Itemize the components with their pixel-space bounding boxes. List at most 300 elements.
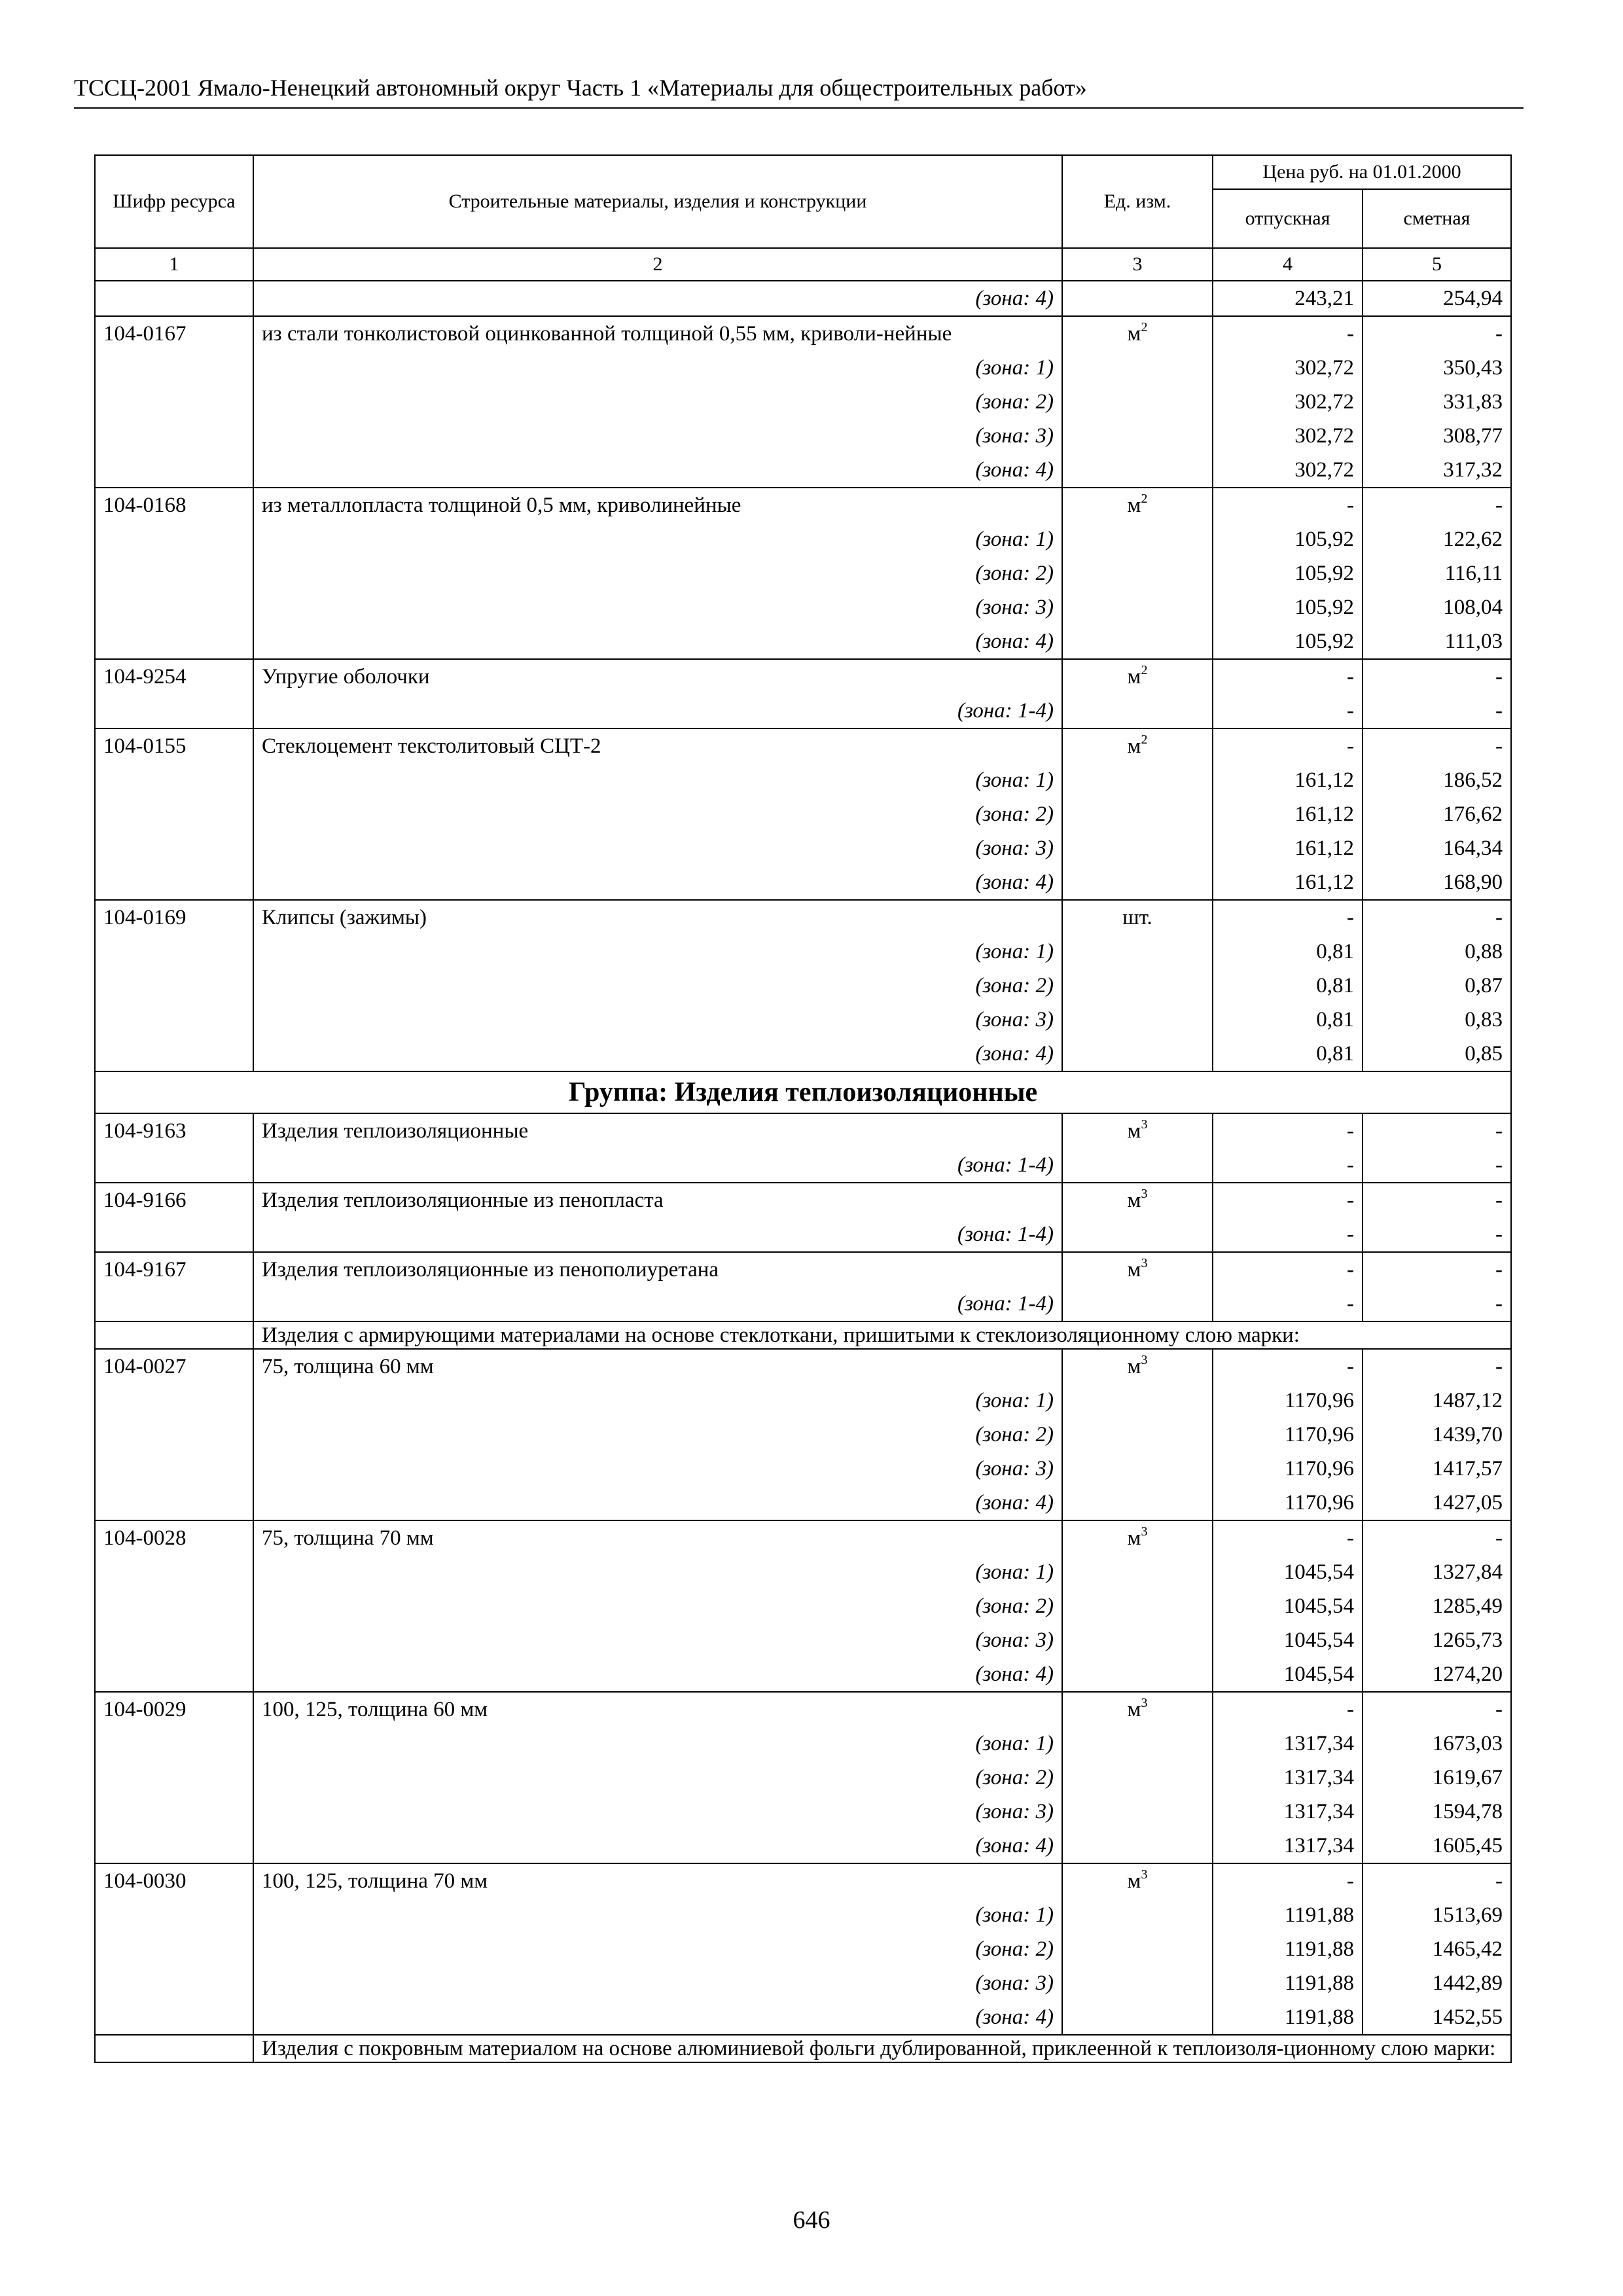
resource-code	[95, 1003, 253, 1037]
zone-label: (зона: 4)	[253, 1037, 1062, 1071]
zone-row	[95, 1287, 1511, 1321]
resource-code	[95, 522, 253, 556]
material-name: Изделия теплоизоляционные из пенополиуретана	[253, 1252, 1062, 1287]
resource-code	[95, 1727, 253, 1761]
zone-row	[95, 1795, 1511, 1829]
release-price: 161,12	[1213, 763, 1363, 797]
zone-row	[95, 1932, 1511, 1966]
zone-row	[95, 281, 1511, 316]
resource-code	[95, 1932, 253, 1966]
release-price: 0,81	[1213, 935, 1363, 969]
unit-cell	[1062, 556, 1213, 590]
zone-label: (зона: 1)	[253, 522, 1062, 556]
estimate-price: 108,04	[1363, 590, 1511, 624]
release-price: -	[1213, 1252, 1363, 1287]
page-number: 646	[793, 2206, 830, 2234]
zone-label: (зона: 4)	[253, 453, 1062, 488]
unit-cell	[1062, 1761, 1213, 1795]
material-name: Клипсы (зажимы)	[253, 900, 1062, 935]
estimate-price: 1442,89	[1363, 1966, 1511, 2000]
item-row	[95, 1183, 1511, 1217]
estimate-price: 111,03	[1363, 624, 1511, 659]
material-name: Изделия теплоизоляционные	[253, 1113, 1062, 1148]
resource-code: 104-0029	[95, 1692, 253, 1727]
zone-label: (зона: 2)	[253, 385, 1062, 419]
resource-code	[95, 1452, 253, 1486]
header-price: Цена руб. на 01.01.2000	[1213, 155, 1511, 189]
estimate-price: -	[1363, 728, 1511, 763]
unit-cell	[1062, 1623, 1213, 1657]
zone-row	[95, 1829, 1511, 1863]
release-price: -	[1213, 1520, 1363, 1555]
resource-code: 104-0167	[95, 316, 253, 351]
estimate-price: 1439,70	[1363, 1418, 1511, 1452]
estimate-price: 0,83	[1363, 1003, 1511, 1037]
estimate-price: 350,43	[1363, 351, 1511, 385]
resource-code	[95, 865, 253, 900]
unit-cell	[1062, 385, 1213, 419]
zone-label: (зона: 2)	[253, 797, 1062, 831]
release-price: -	[1213, 1183, 1363, 1217]
estimate-price: 1452,55	[1363, 2000, 1511, 2035]
release-price: -	[1213, 694, 1363, 728]
zone-label: (зона: 4)	[253, 624, 1062, 659]
unit-cell	[1062, 1692, 1213, 1727]
zone-label: (зона: 1-4)	[253, 1287, 1062, 1321]
estimate-price: -	[1363, 694, 1511, 728]
resource-code	[95, 1037, 253, 1071]
release-price: 1170,96	[1213, 1384, 1363, 1418]
release-price: 302,72	[1213, 419, 1363, 453]
release-price: 105,92	[1213, 590, 1363, 624]
resource-code	[95, 1761, 253, 1795]
unit-cell	[1062, 1003, 1213, 1037]
resource-code: 104-0027	[95, 1349, 253, 1384]
zone-label: (зона: 3)	[253, 1003, 1062, 1037]
resource-code	[95, 1898, 253, 1932]
column-number-row	[95, 248, 1511, 281]
unit-cell	[1062, 935, 1213, 969]
unit-text: м	[1127, 493, 1141, 517]
item-row	[95, 900, 1511, 935]
release-price: 1045,54	[1213, 1555, 1363, 1589]
price-table	[94, 154, 1512, 2063]
estimate-price: 1673,03	[1363, 1727, 1511, 1761]
unit-text: м	[1127, 1189, 1141, 1212]
release-price: 105,92	[1213, 556, 1363, 590]
unit-cell	[1062, 1795, 1213, 1829]
resource-code: 104-9254	[95, 659, 253, 694]
resource-code	[95, 1384, 253, 1418]
unit-exponent: 2	[1141, 732, 1148, 747]
code-cell	[95, 1321, 253, 1349]
resource-code	[95, 969, 253, 1003]
unit-cell	[1062, 1217, 1213, 1252]
unit-cell	[1062, 351, 1213, 385]
release-price: 1191,88	[1213, 2000, 1363, 2035]
zone-label: (зона: 4)	[253, 865, 1062, 900]
release-price: -	[1213, 1217, 1363, 1252]
item-row	[95, 488, 1511, 522]
column-number: 4	[1213, 248, 1363, 281]
note-row	[95, 2035, 1511, 2062]
estimate-price: 308,77	[1363, 419, 1511, 453]
resource-code: 104-9167	[95, 1252, 253, 1287]
note-text: Изделия с армирующими материалами на основе стеклоткани, пришитыми к стеклоизоляционному слою марки:	[253, 1321, 1511, 1349]
unit-exponent: 3	[1141, 1187, 1148, 1201]
zone-label: (зона: 1-4)	[253, 1217, 1062, 1252]
release-price: -	[1213, 900, 1363, 935]
zone-label: (зона: 4)	[253, 1657, 1062, 1692]
estimate-price: 122,62	[1363, 522, 1511, 556]
unit-cell	[1062, 1727, 1213, 1761]
column-number: 3	[1062, 248, 1213, 281]
unit-cell	[1062, 522, 1213, 556]
unit-cell	[1062, 1966, 1213, 2000]
material-name: Изделия теплоизоляционные из пенопласта	[253, 1183, 1062, 1217]
zone-row	[95, 1486, 1511, 1520]
resource-code	[95, 1623, 253, 1657]
release-price: 1170,96	[1213, 1452, 1363, 1486]
unit-cell	[1062, 1113, 1213, 1148]
release-price: 302,72	[1213, 385, 1363, 419]
unit-cell	[1062, 1589, 1213, 1623]
zone-row	[95, 453, 1511, 488]
unit-exponent: 3	[1141, 1353, 1148, 1367]
zone-label: (зона: 2)	[253, 969, 1062, 1003]
column-number: 1	[95, 248, 253, 281]
release-price: 1170,96	[1213, 1418, 1363, 1452]
estimate-price: -	[1363, 1217, 1511, 1252]
zone-row	[95, 1037, 1511, 1071]
unit-cell	[1062, 1486, 1213, 1520]
unit-cell	[1062, 831, 1213, 865]
column-number: 5	[1363, 248, 1511, 281]
release-price: 243,21	[1213, 281, 1363, 316]
unit-text: шт.	[1122, 906, 1152, 929]
zone-label: (зона: 1)	[253, 351, 1062, 385]
zone-row	[95, 385, 1511, 419]
release-price: 1317,34	[1213, 1829, 1363, 1863]
estimate-price: 0,85	[1363, 1037, 1511, 1071]
resource-code	[95, 694, 253, 728]
zone-row	[95, 865, 1511, 900]
resource-code	[95, 281, 253, 316]
material-name: 100, 125, толщина 70 мм	[253, 1863, 1062, 1898]
unit-cell	[1062, 1287, 1213, 1321]
resource-code	[95, 385, 253, 419]
release-price: 302,72	[1213, 351, 1363, 385]
unit-cell	[1062, 797, 1213, 831]
release-price: 1045,54	[1213, 1657, 1363, 1692]
zone-row	[95, 2000, 1511, 2035]
zone-row	[95, 1589, 1511, 1623]
resource-code	[95, 831, 253, 865]
unit-cell	[1062, 624, 1213, 659]
item-row	[95, 659, 1511, 694]
estimate-price: -	[1363, 1349, 1511, 1384]
zone-row	[95, 694, 1511, 728]
unit-text: м	[1127, 665, 1141, 689]
zone-row	[95, 1555, 1511, 1589]
unit-cell	[1062, 900, 1213, 935]
resource-code	[95, 1418, 253, 1452]
zone-row	[95, 831, 1511, 865]
zone-label: (зона: 2)	[253, 1761, 1062, 1795]
unit-cell	[1062, 969, 1213, 1003]
material-name: из стали тонколистовой оцинкованной толщиной 0,55 мм, криволи-нейные	[253, 316, 1062, 351]
header-name: Строительные материалы, изделия и конструкции	[253, 155, 1062, 248]
zone-label: (зона: 3)	[253, 1623, 1062, 1657]
resource-code: 104-9163	[95, 1113, 253, 1148]
resource-code	[95, 2000, 253, 2035]
estimate-price: -	[1363, 659, 1511, 694]
zone-label: (зона: 1-4)	[253, 1148, 1062, 1183]
zone-row	[95, 1418, 1511, 1452]
unit-cell	[1062, 1555, 1213, 1589]
unit-exponent: 2	[1141, 663, 1148, 677]
zone-label: (зона: 2)	[253, 1589, 1062, 1623]
zone-label: (зона: 3)	[253, 1795, 1062, 1829]
unit-cell	[1062, 316, 1213, 351]
unit-cell	[1062, 1520, 1213, 1555]
zone-row	[95, 1148, 1511, 1183]
estimate-price: 1594,78	[1363, 1795, 1511, 1829]
unit-cell	[1062, 1829, 1213, 1863]
zone-row	[95, 1761, 1511, 1795]
unit-cell	[1062, 419, 1213, 453]
zone-row	[95, 556, 1511, 590]
estimate-price: -	[1363, 900, 1511, 935]
release-price: 302,72	[1213, 453, 1363, 488]
unit-cell	[1062, 1657, 1213, 1692]
unit-cell	[1062, 1418, 1213, 1452]
zone-row	[95, 1384, 1511, 1418]
resource-code	[95, 1148, 253, 1183]
resource-code	[95, 1287, 253, 1321]
resource-code	[95, 1795, 253, 1829]
zone-row	[95, 351, 1511, 385]
estimate-price: -	[1363, 1148, 1511, 1183]
release-price: 0,81	[1213, 1003, 1363, 1037]
release-price: -	[1213, 659, 1363, 694]
material-name: Стеклоцемент текстолитовый СЦТ-2	[253, 728, 1062, 763]
release-price: 105,92	[1213, 522, 1363, 556]
page-header: ТССЦ-2001 Ямало-Ненецкий автономный округ Часть 1 «Материалы для общестроительных работ»	[74, 73, 1524, 109]
estimate-price: -	[1363, 316, 1511, 351]
item-row	[95, 728, 1511, 763]
estimate-price: 1619,67	[1363, 1761, 1511, 1795]
resource-code	[95, 1829, 253, 1863]
resource-code	[95, 556, 253, 590]
unit-exponent: 3	[1141, 1117, 1148, 1132]
zone-row	[95, 1452, 1511, 1486]
zone-label: (зона: 3)	[253, 590, 1062, 624]
zone-label: (зона: 1)	[253, 763, 1062, 797]
item-row	[95, 316, 1511, 351]
release-price: -	[1213, 488, 1363, 522]
unit-exponent: 2	[1141, 492, 1148, 506]
zone-label: (зона: 1)	[253, 935, 1062, 969]
estimate-price: 1427,05	[1363, 1486, 1511, 1520]
resource-code	[95, 351, 253, 385]
resource-code	[95, 763, 253, 797]
resource-code	[95, 797, 253, 831]
column-number: 2	[253, 248, 1062, 281]
resource-code	[95, 1589, 253, 1623]
zone-row	[95, 1217, 1511, 1252]
item-row	[95, 1863, 1511, 1898]
estimate-price: 164,34	[1363, 831, 1511, 865]
release-price: 1191,88	[1213, 1898, 1363, 1932]
estimate-price: 1285,49	[1363, 1589, 1511, 1623]
zone-row	[95, 969, 1511, 1003]
unit-cell	[1062, 2000, 1213, 2035]
release-price: -	[1213, 1863, 1363, 1898]
estimate-price: 1274,20	[1363, 1657, 1511, 1692]
item-row	[95, 1349, 1511, 1384]
zone-row	[95, 797, 1511, 831]
zone-label: (зона: 1)	[253, 1555, 1062, 1589]
material-name: 100, 125, толщина 60 мм	[253, 1692, 1062, 1727]
resource-code	[95, 1486, 253, 1520]
zone-label: (зона: 1)	[253, 1384, 1062, 1418]
estimate-price: 1487,12	[1363, 1384, 1511, 1418]
unit-text: м	[1127, 734, 1141, 758]
estimate-price: 168,90	[1363, 865, 1511, 900]
unit-cell	[1062, 1932, 1213, 1966]
release-price: 161,12	[1213, 831, 1363, 865]
estimate-price: -	[1363, 1113, 1511, 1148]
estimate-price: -	[1363, 1863, 1511, 1898]
resource-code	[95, 1657, 253, 1692]
unit-cell	[1062, 763, 1213, 797]
release-price: -	[1213, 316, 1363, 351]
unit-cell	[1062, 865, 1213, 900]
release-price: 1045,54	[1213, 1589, 1363, 1623]
resource-code	[95, 935, 253, 969]
unit-text: м	[1127, 1355, 1141, 1378]
release-price: 1045,54	[1213, 1623, 1363, 1657]
unit-cell	[1062, 1148, 1213, 1183]
estimate-price: -	[1363, 488, 1511, 522]
release-price: 161,12	[1213, 865, 1363, 900]
resource-code	[95, 419, 253, 453]
group-row	[95, 1071, 1511, 1113]
resource-code	[95, 590, 253, 624]
resource-code	[95, 1555, 253, 1589]
estimate-price: 1327,84	[1363, 1555, 1511, 1589]
estimate-price: 0,87	[1363, 969, 1511, 1003]
header-unit: Ед. изм.	[1062, 155, 1213, 248]
unit-exponent: 3	[1141, 1256, 1148, 1270]
release-price: -	[1213, 1113, 1363, 1148]
zone-label: (зона: 4)	[253, 2000, 1062, 2035]
zone-row	[95, 1898, 1511, 1932]
estimate-price: 317,32	[1363, 453, 1511, 488]
zone-row	[95, 624, 1511, 659]
unit-cell	[1062, 590, 1213, 624]
release-price: 1317,34	[1213, 1761, 1363, 1795]
table-body	[95, 248, 1511, 2062]
material-name: 75, толщина 60 мм	[253, 1349, 1062, 1384]
item-row	[95, 1520, 1511, 1555]
release-price: -	[1213, 728, 1363, 763]
unit-exponent: 2	[1141, 320, 1148, 334]
zone-row	[95, 1003, 1511, 1037]
zone-label: (зона: 3)	[253, 419, 1062, 453]
zone-label: (зона: 3)	[253, 831, 1062, 865]
unit-text: м	[1127, 1698, 1141, 1721]
material-name: из металлопласта толщиной 0,5 мм, криволинейные	[253, 488, 1062, 522]
release-price: -	[1213, 1148, 1363, 1183]
estimate-price: -	[1363, 1692, 1511, 1727]
release-price: 0,81	[1213, 969, 1363, 1003]
unit-text: м	[1127, 1526, 1141, 1550]
zone-row	[95, 1657, 1511, 1692]
unit-text: м	[1127, 1869, 1141, 1893]
item-row	[95, 1113, 1511, 1148]
release-price: 1317,34	[1213, 1795, 1363, 1829]
unit-text: м	[1127, 322, 1141, 346]
estimate-price: 116,11	[1363, 556, 1511, 590]
zone-label: (зона: 1)	[253, 1727, 1062, 1761]
zone-label: (зона: 3)	[253, 1966, 1062, 2000]
zone-row	[95, 522, 1511, 556]
unit-cell	[1062, 659, 1213, 694]
unit-text: м	[1127, 1258, 1141, 1282]
item-row	[95, 1252, 1511, 1287]
unit-cell	[1062, 488, 1213, 522]
zone-row	[95, 419, 1511, 453]
estimate-price: 1465,42	[1363, 1932, 1511, 1966]
zone-row	[95, 1623, 1511, 1657]
resource-code: 104-0028	[95, 1520, 253, 1555]
zone-label: (зона: 2)	[253, 1932, 1062, 1966]
release-price: 1191,88	[1213, 1932, 1363, 1966]
zone-row	[95, 763, 1511, 797]
resource-code: 104-0155	[95, 728, 253, 763]
zone-row	[95, 935, 1511, 969]
release-price: -	[1213, 1287, 1363, 1321]
resource-code: 104-9166	[95, 1183, 253, 1217]
zone-label: (зона: 4)	[253, 1829, 1062, 1863]
material-name: Упругие оболочки	[253, 659, 1062, 694]
release-price: 161,12	[1213, 797, 1363, 831]
note-text: Изделия с покровным материалом на основе алюминиевой фольги дублированной, приклеенной к теплоизоля-ционному слою марки:	[253, 2035, 1511, 2062]
unit-cell	[1062, 1863, 1213, 1898]
estimate-price: -	[1363, 1252, 1511, 1287]
unit-cell	[1062, 1384, 1213, 1418]
note-row	[95, 1321, 1511, 1349]
zone-label: (зона: 1)	[253, 1898, 1062, 1932]
unit-exponent: 3	[1141, 1524, 1148, 1539]
zone-label: (зона: 4)	[253, 1486, 1062, 1520]
resource-code: 104-0030	[95, 1863, 253, 1898]
release-price: 1317,34	[1213, 1727, 1363, 1761]
estimate-price: 0,88	[1363, 935, 1511, 969]
table-head	[95, 155, 1511, 248]
unit-cell	[1062, 728, 1213, 763]
estimate-price: 1605,45	[1363, 1829, 1511, 1863]
estimate-price: 1513,69	[1363, 1898, 1511, 1932]
release-price: 1191,88	[1213, 1966, 1363, 2000]
resource-code	[95, 624, 253, 659]
release-price: 105,92	[1213, 624, 1363, 659]
estimate-price: 176,62	[1363, 797, 1511, 831]
estimate-price: 254,94	[1363, 281, 1511, 316]
unit-exponent: 3	[1141, 1696, 1148, 1710]
